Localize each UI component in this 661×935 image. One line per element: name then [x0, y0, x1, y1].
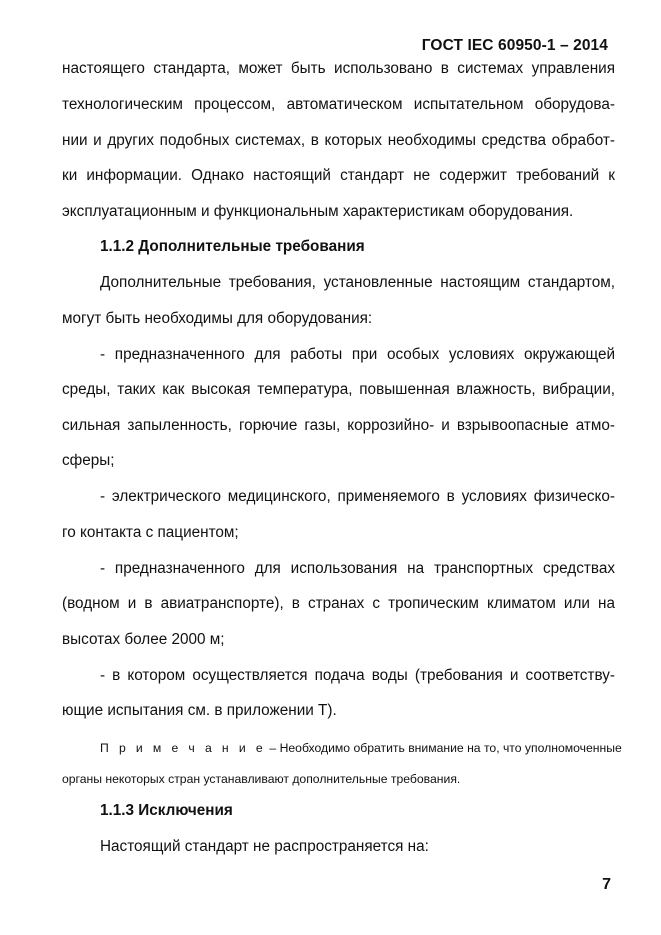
- note-label: П р и м е ч а н и е: [100, 741, 267, 755]
- section-heading: 1.1.2 Дополнительные требования: [100, 238, 365, 255]
- body-line: го контакта с пациентом;: [62, 524, 239, 541]
- body-line: высотах более 2000 м;: [62, 631, 225, 648]
- section-heading: 1.1.3 Исключения: [100, 802, 233, 819]
- list-item-line: - предназначенного для использования на транспортных средствах: [100, 560, 615, 577]
- body-line: нии и других подобных системах, в которых необходимы средства обработ-: [62, 132, 615, 149]
- page-number: 7: [602, 876, 611, 893]
- body-line: могут быть необходимы для оборудования:: [62, 310, 373, 327]
- note-text: – Необходимо обратить внимание на то, что уполномоченные: [266, 741, 622, 755]
- body-line: настоящего стандарта, может быть использовано в системах управления: [62, 60, 615, 77]
- list-item-line: - электрического медицинского, применяемого в условиях физическо-: [100, 488, 615, 505]
- body-line: среды, таких как высокая температура, повышенная влажность, вибрации,: [62, 381, 615, 398]
- list-item-line: - в котором осуществляется подача воды (требования и соответству-: [100, 667, 615, 684]
- body-line: технологическим процессом, автоматическом испытательном оборудова-: [62, 96, 615, 113]
- body-line: (водном и в авиатранспорте), в странах с тропическим климатом или на: [62, 595, 615, 612]
- note-line: [100, 738, 622, 758]
- note-line: органы некоторых стран устанавливают дополнительные требования.: [62, 772, 461, 786]
- body-line: ющие испытания см. в приложении Т).: [62, 702, 337, 719]
- body-line: эксплуатационным и функциональным характеристикам оборудования.: [62, 203, 574, 220]
- body-line: сильная запыленность, горючие газы, коррозийно- и взрывоопасные атмо-: [62, 417, 615, 434]
- body-line: Дополнительные требования, установленные настоящим стандартом,: [100, 274, 615, 291]
- body-line: ки информации. Однако настоящий стандарт не содержит требований к: [62, 167, 615, 184]
- body-line: сферы;: [62, 452, 115, 469]
- list-item-line: - предназначенного для работы при особых условиях окружающей: [100, 346, 615, 363]
- document-header: ГОСТ IEC 60950-1 – 2014: [421, 37, 608, 54]
- body-line: Настоящий стандарт не распространяется на:: [100, 838, 429, 855]
